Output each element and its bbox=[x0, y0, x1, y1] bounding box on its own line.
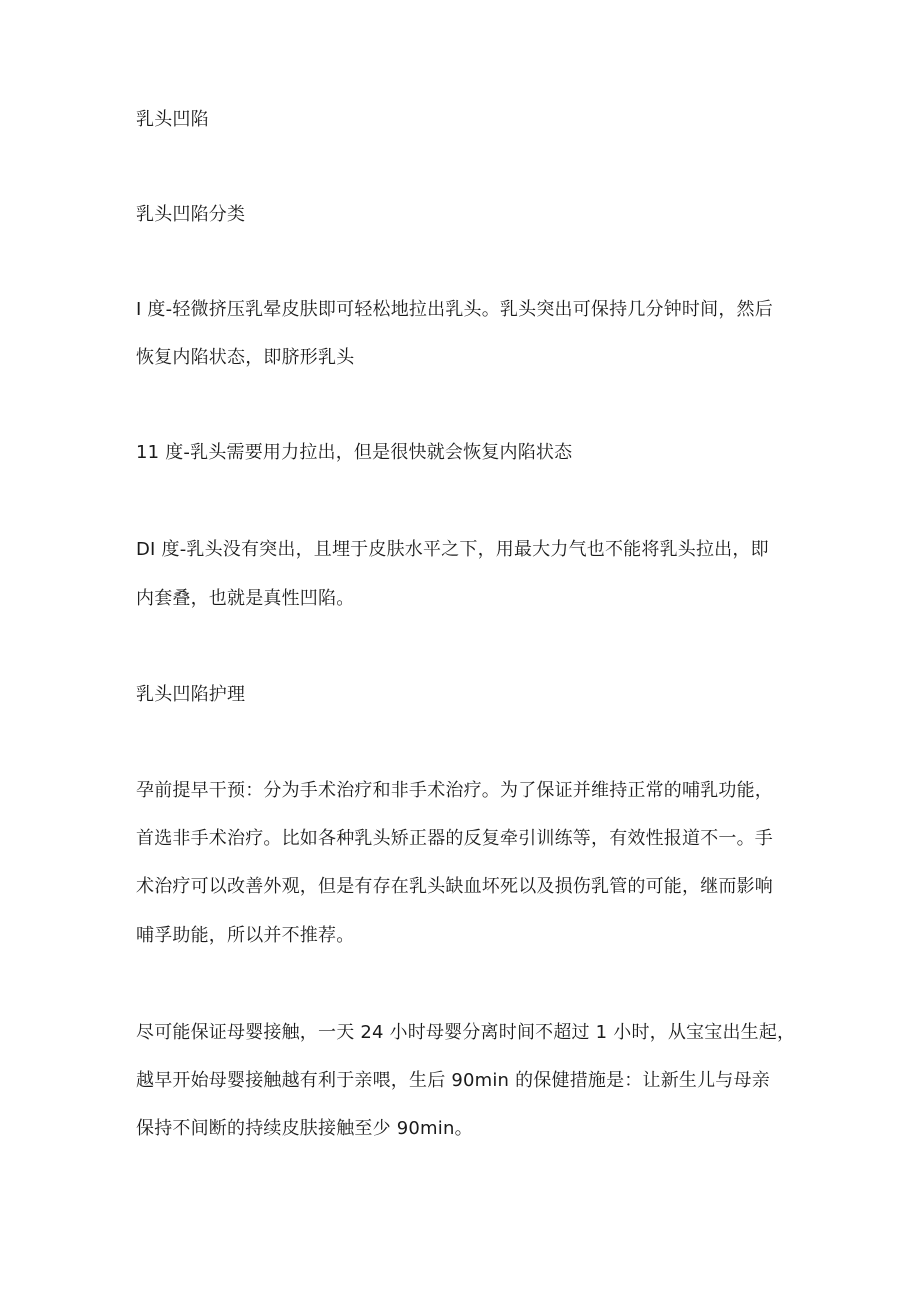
page-title: 乳头凹陷 bbox=[136, 109, 209, 130]
grade3-line2: 内套叠，也就是真性凹陷。 bbox=[136, 588, 355, 609]
care-para2-line3: 保持不间断的持续皮肤接触至少 90min。 bbox=[136, 1118, 473, 1139]
care-para1-line2: 首选非手术治疗。比如各种乳头矫正器的反复牵引训练等，有效性报道不一。手 bbox=[136, 828, 773, 849]
care-para1-line1: 孕前提早干预：分为手术治疗和非手术治疗。为了保证并维持正常的哺乳功能， bbox=[136, 780, 773, 801]
grade1-line2: 恢复内陷状态，即脐形乳头 bbox=[136, 347, 355, 368]
grade2-line1: 11 度-乳头需要用力拉出，但是很快就会恢复内陷状态 bbox=[136, 442, 573, 463]
care-para1-line3: 术治疗可以改善外观，但是有存在乳头缺血坏死以及损伤乳管的可能，继而影响 bbox=[136, 876, 773, 897]
care-para1-line4: 哺孚助能，所以并不推荐。 bbox=[136, 925, 355, 946]
grade1-line1: I 度-轻微挤压乳晕皮肤即可轻松地拉出乳头。乳头突出可保持几分钟时间，然后 bbox=[136, 299, 773, 320]
care-para2-line2: 越早开始母婴接触越有利于亲喂，生后 90min 的保健措施是：让新生儿与母亲 bbox=[136, 1070, 770, 1091]
grade3-line1: DI 度-乳头没有突出，且埋于皮肤水平之下，用最大力气也不能将乳头拉出，即 bbox=[136, 539, 769, 560]
section-heading-care: 乳头凹陷护理 bbox=[136, 684, 246, 705]
care-para2-line1: 尽可能保证母婴接触，一天 24 小时母婴分离时间不超过 1 小时，从宝宝出生起， bbox=[136, 1022, 796, 1043]
section-heading-classification: 乳头凹陷分类 bbox=[136, 204, 246, 225]
